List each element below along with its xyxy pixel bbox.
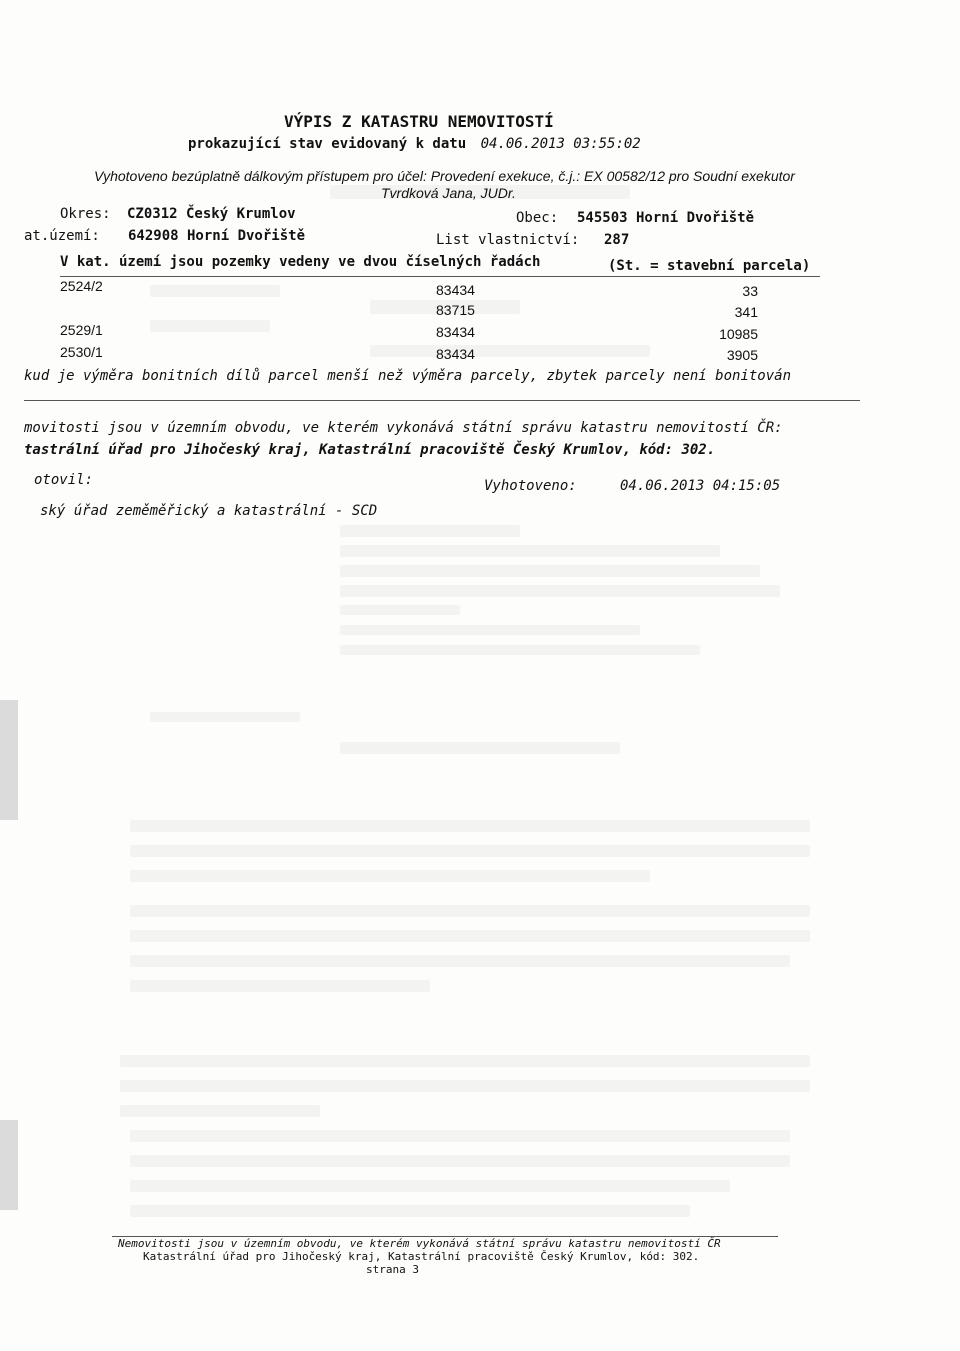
bpej-code: 83715 — [436, 302, 475, 318]
cadastral-area-value: 642908 Horní Dvořiště — [128, 228, 306, 244]
parcel-area: 10985 — [719, 326, 758, 342]
generated-note-line1: Vyhotoveno bezúplatně dálkovým přístupem pro účel: Provedení exekuce, č.j.: EX 00582/12 pro Soudní exekutor — [94, 168, 795, 184]
table-top-rule — [60, 276, 820, 277]
cadastral-area-label: at.území: — [24, 228, 100, 244]
bonitation-note: kud je výměra bonitních dílů parcel menší než výměra parcely, zbytek parcely není bonitován — [24, 368, 792, 384]
bpej-code: 83434 — [436, 282, 475, 298]
page-number: strana 3 — [366, 1263, 419, 1276]
jurisdiction-line2: tastrální úřad pro Jihočeský kraj, Katastrální pracoviště Český Krumlov, kód: 302. — [24, 442, 716, 458]
ownership-list-label: List vlastnictví: — [436, 232, 580, 248]
ownership-list-value: 287 — [604, 232, 630, 248]
parcel-area: 33 — [742, 283, 758, 299]
document-title: VÝPIS Z KATASTRU NEMOVITOSTÍ — [284, 112, 554, 131]
evidence-status — [188, 136, 641, 152]
numbering-legend: (St. = stavební parcela) — [608, 258, 811, 274]
bpej-code: 83434 — [436, 346, 475, 362]
section-rule — [24, 400, 860, 401]
issued-label: Vyhotoveno: — [484, 478, 577, 494]
generated-note-line2: Tvrdková Jana, JUDr. — [381, 185, 516, 201]
evidence-status-prefix: prokazující stav evidovaný k datu — [188, 136, 467, 152]
jurisdiction-line1: movitosti jsou v územním obvodu, ve kterém vykonává státní správu katastru nemovitostí ČR: — [24, 420, 783, 436]
parcel-number: 2529/1 — [60, 322, 103, 338]
evidence-datetime: 04.06.2013 03:55:02 — [480, 136, 641, 152]
issued-datetime: 04.06.2013 04:15:05 — [620, 478, 781, 494]
parcel-area: 341 — [734, 304, 758, 320]
footer-line2: Katastrální úřad pro Jihočeský kraj, Katastrální pracoviště Český Krumlov, kód: 302. — [143, 1250, 700, 1263]
prepared-by-label: otovil: — [34, 472, 94, 488]
okres-value: CZ0312 Český Krumlov — [127, 206, 296, 222]
bpej-code: 83434 — [436, 324, 475, 340]
footer-line1: Nemovitosti jsou v územním obvodu, ve kterém vykonává státní správu katastru nemovitostí ČR — [118, 1237, 721, 1250]
okres-label: Okres: — [60, 206, 111, 222]
parcel-area: 3905 — [726, 347, 758, 363]
obec-label: Obec: — [516, 210, 559, 226]
parcel-number: 2530/1 — [60, 344, 103, 360]
obec-value: 545503 Horní Dvořiště — [577, 210, 755, 226]
parcel-number: 2524/2 — [60, 278, 103, 294]
numbering-note: V kat. území jsou pozemky vedeny ve dvou číselných řadách — [60, 254, 541, 270]
issuing-office: ský úřad zeměměřický a katastrální - SCD — [40, 503, 378, 519]
